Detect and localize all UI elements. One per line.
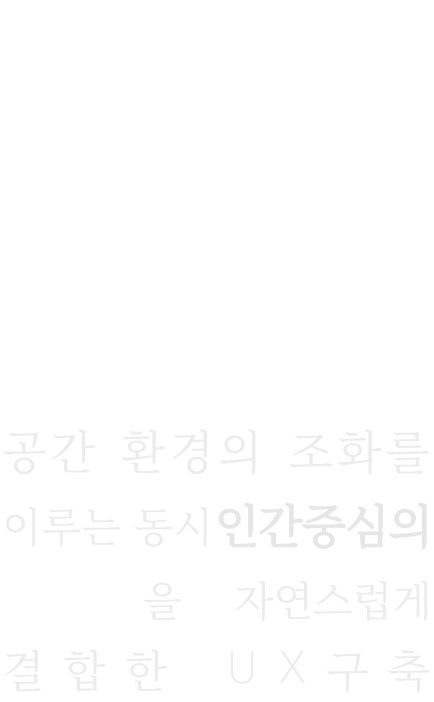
headline-char: 공 [2,426,47,480]
headline-char: 경 [169,426,214,480]
headline-word: 을 [142,577,182,626]
headline-char: 의 [218,426,263,480]
headline-line-3 [0,570,434,626]
headline-line-4 [0,640,434,696]
headline-char: X [277,642,308,694]
headline-char: 결 [2,647,45,698]
headline-emphasis-text: 인간중심의 [214,500,432,554]
headline-char: 조 [288,426,333,480]
headline-char: 간 [50,426,95,480]
headline-line-2 [0,494,434,554]
headline-line-1 [0,422,434,478]
headline-char: 한 [124,647,168,698]
headline-char: 를 [385,426,430,480]
headline-char: 축 [387,647,430,698]
headline-word: 자연스럽게 [233,577,432,626]
headline-char: 환 [121,426,166,480]
headline-char: 합 [63,647,106,698]
headline-char: 구 [326,647,369,698]
headline-plain-text: 이루는 동시 [2,503,214,552]
headline-char: 화 [337,426,382,480]
headline-char: U [226,642,259,694]
